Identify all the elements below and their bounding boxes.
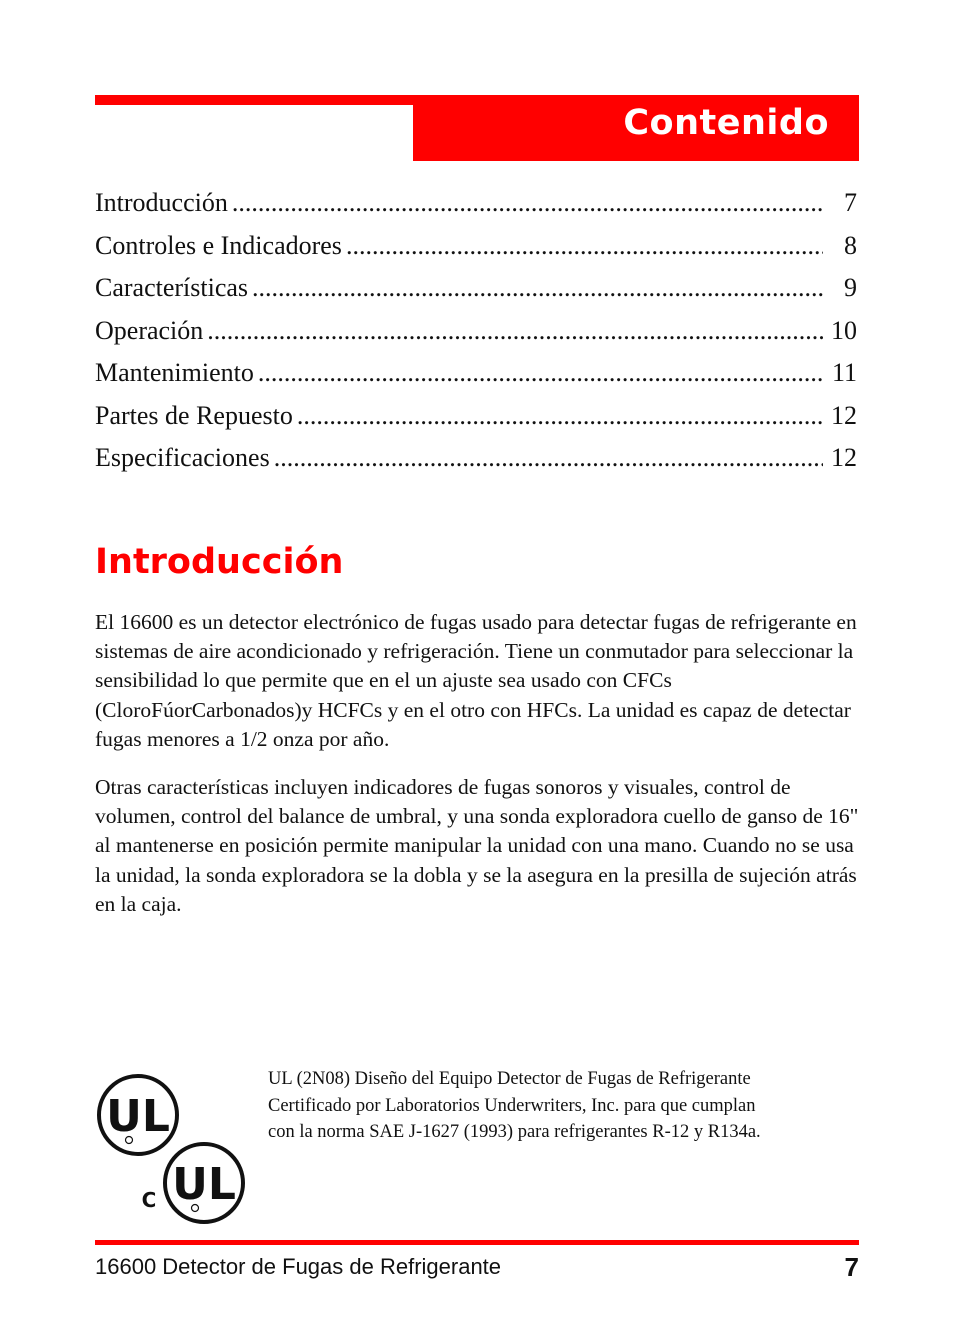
page-number: 7 [844,1252,859,1282]
toc-item-caracteristicas[interactable] [95,273,857,316]
toc-item-label: Introducción [95,188,228,217]
toc-item-label: Especificaciones [95,443,270,472]
toc-leader-dots [297,401,823,431]
table-of-contents [95,188,857,486]
footer-rule [95,1240,859,1245]
certification-line-2: Certificado por Laboratorios Underwriters, Inc. para que cumplan [268,1095,756,1116]
certification-note [268,1066,848,1146]
toc-item-label: Operación [95,315,204,345]
toc-item-label: Mantenimiento [95,358,254,387]
toc-item-page: 10 [831,315,857,345]
toc-item-operacion[interactable] [95,316,857,359]
svg-text:C: C [141,1188,157,1212]
toc-leader-dots [207,316,823,346]
toc-leader-dots [346,231,823,261]
header-banner [413,95,859,161]
toc-item-label: Controles e Indicadores [95,230,342,260]
page-title: Contenido [623,103,829,143]
cul-logo-icon [142,1144,243,1222]
certification-line-1: UL (2N08) Diseño del Equipo Detector de Fugas de Refrigerante [268,1069,751,1089]
toc-item-mantenimiento[interactable] [95,358,857,401]
ul-certification-logos [96,1072,248,1230]
toc-item-page: 7 [844,188,857,217]
toc-item-especificaciones[interactable] [95,443,857,486]
ul-logo-icon [99,1076,177,1154]
toc-leader-dots [274,443,823,473]
toc-item-page: 12 [831,443,857,472]
toc-leader-dots [258,358,823,388]
certification-line-3: con la norma SAE J-1627 (1993) para refrigerantes R-12 y R134a. [268,1122,761,1142]
svg-text:UL: UL [106,1091,170,1142]
svg-text:UL: UL [172,1159,236,1210]
toc-leader-dots [232,188,823,218]
toc-item-partes-de-repuesto[interactable] [95,401,857,444]
toc-item-label: Partes de Repuesto [95,400,293,430]
toc-item-introduccion[interactable] [95,188,857,231]
toc-item-controles[interactable] [95,231,857,274]
toc-item-page: 8 [844,230,857,260]
intro-paragraph-2: Otras características incluyen indicadores de fugas sonoros y visuales, control de volumen, control del balance de umbral, y una sonda exploradora cuello de ganso de 16" al mantenerse en posición permite manipular la unidad con una mano. Cuando no se usa la unidad, la sonda exploradora se la dobla y se la asegura en la presilla de sujeción atrás en la caja. [95,775,859,916]
toc-leader-dots [252,273,823,303]
intro-paragraph-1: El 16600 es un detector electrónico de fugas usado para detectar fugas de refrigerante en sistemas de aire acondicionado y refrigeración. Tiene un conmutador para seleccionar la sensibilidad lo que permite que en el un ajuste sea usado con CFCs (CloroFúorCarbonados)y HCFCs y en el otro con HFCs. La unidad es capaz de detectar fugas menores a 1/2 onza por año. [95,610,857,751]
toc-item-page: 12 [831,400,857,430]
section-heading-introduccion: Introducción [95,542,344,582]
toc-item-page: 9 [844,273,857,302]
toc-item-page: 11 [831,358,857,387]
footer-title: 16600 Detector de Fugas de Refrigerante [95,1254,502,1279]
toc-item-label: Características [95,273,249,302]
